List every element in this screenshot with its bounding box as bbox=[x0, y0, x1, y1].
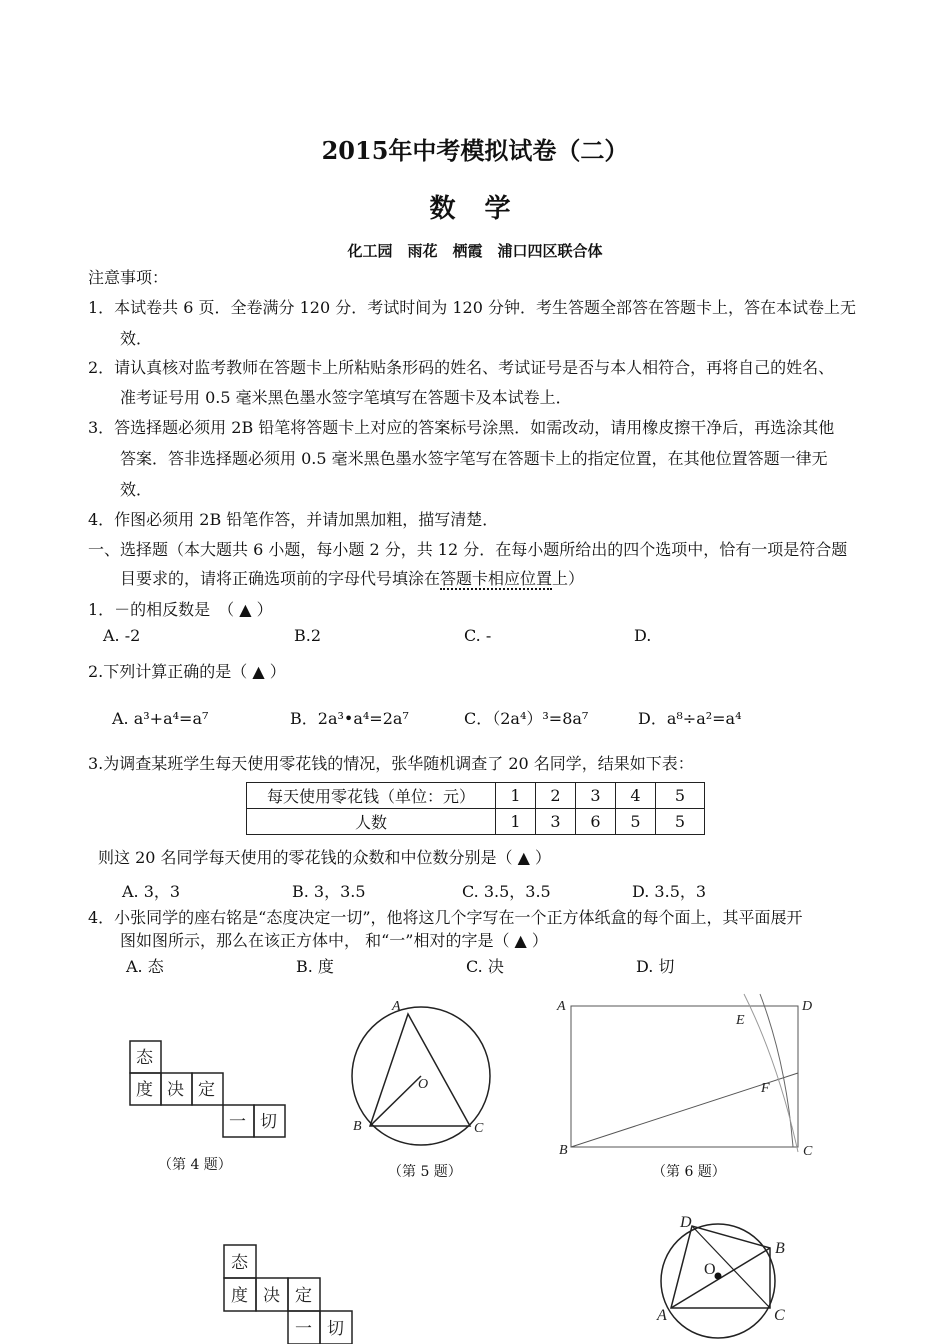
q3-question: 则这 20 名同学每天使用的零花钱的众数和中位数分别是（ ▲ ） bbox=[98, 848, 552, 867]
net-char: 一 bbox=[295, 1319, 312, 1339]
net-char: 态 bbox=[136, 1048, 153, 1068]
point-label: A bbox=[392, 999, 401, 1014]
table-cell: 5 bbox=[616, 809, 656, 835]
q4-option-c: C. 决 bbox=[466, 957, 504, 976]
q3-option-a: A. 3，3 bbox=[122, 882, 181, 901]
q2-option-d: D．a⁸÷a²=a⁴ bbox=[638, 709, 742, 728]
net-char: 定 bbox=[295, 1286, 312, 1306]
net-char: 度 bbox=[136, 1080, 153, 1100]
point-label: O bbox=[418, 1077, 429, 1092]
net-char: 定 bbox=[198, 1080, 215, 1100]
q3-option-c: C. 3.5，3.5 bbox=[462, 882, 551, 901]
table-cell: 3 bbox=[536, 809, 576, 835]
page-title: 2015年中考模拟试卷（二） bbox=[321, 136, 629, 165]
table-cell-header: 每天使用零花钱（单位：元） bbox=[247, 783, 496, 809]
table-row bbox=[247, 783, 705, 809]
q2-option-a: A. a³+a⁴=a⁷ bbox=[112, 709, 209, 728]
point-label: C bbox=[474, 1121, 484, 1136]
net-char: 度 bbox=[231, 1286, 248, 1306]
note-3-cont2: 效． bbox=[120, 480, 153, 499]
exam-region: 化工园 雨花 栖霞 浦口四区联合体 bbox=[347, 242, 603, 260]
table-row bbox=[247, 809, 705, 835]
table-cell: 6 bbox=[576, 809, 616, 835]
point-label: D bbox=[680, 1214, 692, 1231]
figure-4-cube-net bbox=[128, 1038, 277, 1138]
figure-5-caption: （第 5 题） bbox=[388, 1164, 462, 1180]
table-cell: 1 bbox=[496, 783, 536, 809]
section1-emphasis: 答题卡相应位置 bbox=[440, 569, 553, 588]
q3-option-b: B. 3，3.5 bbox=[292, 882, 366, 901]
table-cell: 3 bbox=[576, 783, 616, 809]
q3-stem: 3.为调查某班学生每天使用零花钱的情况，张华随机调查了 20 名同学，结果如下表： bbox=[88, 754, 694, 773]
q2-option-b: B．2a³•a⁴=2a⁷ bbox=[290, 709, 409, 728]
notes-heading: 注意事项： bbox=[88, 268, 169, 287]
q4-stem: 4．小张同学的座右铭是“态度决定一切”，他将这几个字写在一个正方体纸盒的每个面上，其平面展开 bbox=[88, 908, 803, 927]
note-2-cont: 准考证号用 0.5 毫米黑色墨水签字笔填写在答题卡及本试卷上． bbox=[120, 388, 572, 407]
note-2: 2．请认真核对监考教师在答题卡上所粘贴条形码的姓名、考试证号是否与本人相符合，再将自己的姓名、 bbox=[88, 358, 835, 377]
point-label: C bbox=[803, 1144, 813, 1159]
figure-4-caption: （第 4 题） bbox=[158, 1157, 232, 1173]
q4-option-a: A. 态 bbox=[126, 957, 164, 976]
section1-heading: 一、选择题（本大题共 6 小题，每小题 2 分，共 12 分．在每小题所给出的四个选项中，恰有一项是符合题 bbox=[88, 540, 848, 559]
figure-5-circle-triangle bbox=[340, 995, 500, 1140]
point-label: F bbox=[761, 1081, 770, 1096]
note-1: 1．本试卷共 6 页．全卷满分 120 分．考试时间为 120 分钟．考生答题全部答在答题卡上，答在本试卷上无 bbox=[88, 298, 856, 317]
section1-post: 上） bbox=[552, 569, 585, 588]
q4-option-b: B. 度 bbox=[296, 957, 334, 976]
q3-table bbox=[246, 782, 705, 835]
point-label: D bbox=[802, 999, 813, 1014]
point-label: E bbox=[736, 1013, 745, 1028]
net-char: 切 bbox=[260, 1112, 277, 1132]
q1-option-a: A. -2 bbox=[103, 626, 141, 645]
point-label: B bbox=[559, 1143, 568, 1158]
point-label: C bbox=[774, 1307, 785, 1324]
table-cell-header: 人数 bbox=[247, 809, 496, 835]
q1-stem: 1．－的相反数是 （ ▲ ） bbox=[88, 600, 273, 619]
table-cell: 5 bbox=[656, 809, 705, 835]
net-char: 一 bbox=[229, 1112, 246, 1132]
net-char: 态 bbox=[231, 1253, 248, 1273]
table-cell: 1 bbox=[496, 809, 536, 835]
subject-title: 数 学 bbox=[429, 194, 521, 224]
point-label: A bbox=[657, 1307, 667, 1324]
net-char: 决 bbox=[263, 1286, 280, 1306]
figure-6-rectangle bbox=[548, 992, 818, 1162]
table-cell: 5 bbox=[656, 783, 705, 809]
table-cell: 4 bbox=[616, 783, 656, 809]
note-3-cont: 答案．答非选择题必须用 0.5 毫米黑色墨水签字笔写在答题卡上的指定位置，在其他位置答题一律无 bbox=[120, 449, 828, 468]
point-label: B bbox=[353, 1119, 362, 1134]
q4-option-d: D. 切 bbox=[636, 957, 675, 976]
q1-option-c: C. - bbox=[464, 626, 492, 645]
point-label: B bbox=[775, 1240, 785, 1257]
figure-cube-net-2 bbox=[222, 1243, 354, 1344]
point-label: O bbox=[704, 1261, 716, 1278]
net-char: 决 bbox=[167, 1080, 184, 1100]
figure-circle-quadrilateral bbox=[652, 1210, 792, 1344]
q1-option-b: B.2 bbox=[294, 626, 322, 645]
q3-option-d: D. 3.5，3 bbox=[632, 882, 707, 901]
section1-pre: 目要求的，请将正确选项前的字母代号填涂在 bbox=[120, 569, 441, 588]
note-1-cont: 效． bbox=[120, 329, 153, 348]
q1-option-d: D. bbox=[634, 626, 652, 645]
q2-option-c: C．（2a⁴）³=8a⁷ bbox=[464, 709, 589, 728]
section1-heading-cont bbox=[120, 566, 584, 592]
q2-stem: 2.下列计算正确的是（ ▲ ） bbox=[88, 662, 286, 681]
note-3: 3．答选择题必须用 2B 铅笔将答题卡上对应的答案标号涂黑．如需改动，请用橡皮擦干净后，再选涂其他 bbox=[88, 418, 835, 437]
q4-stem-cont: 图如图所示，那么在该正方体中， 和“一”相对的字是（ ▲ ） bbox=[120, 931, 548, 950]
figure-6-caption: （第 6 题） bbox=[652, 1164, 726, 1180]
net-char: 切 bbox=[327, 1319, 344, 1339]
table-cell: 2 bbox=[536, 783, 576, 809]
point-label: A bbox=[557, 999, 566, 1014]
note-4: 4．作图必须用 2B 铅笔作答，并请加黑加粗，描写清楚． bbox=[88, 510, 499, 529]
